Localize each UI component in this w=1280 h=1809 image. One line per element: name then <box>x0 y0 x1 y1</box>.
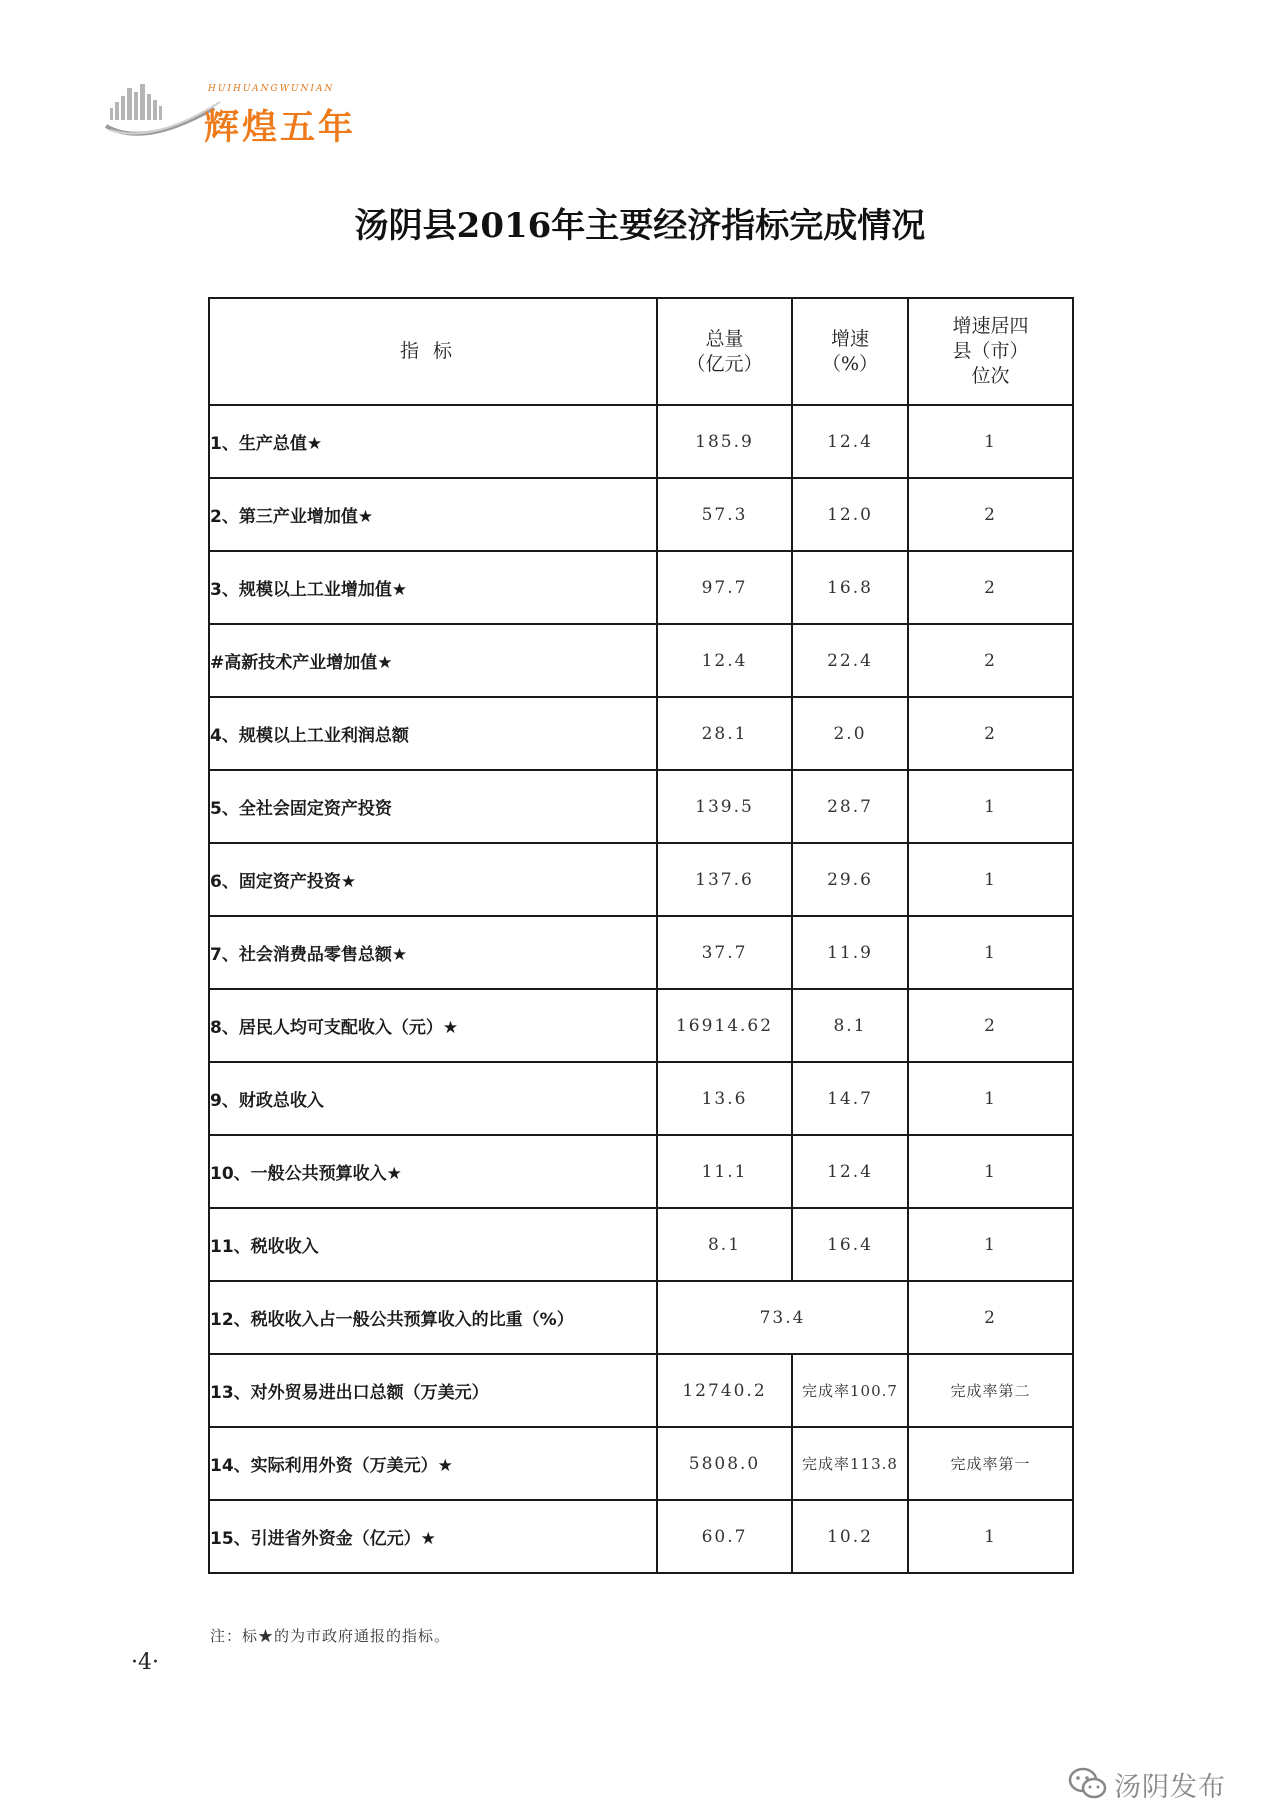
table-row <box>209 624 1073 697</box>
table-row <box>209 697 1073 770</box>
rank-value: 1 <box>908 1062 1073 1135</box>
growth-value: 28.7 <box>792 770 908 843</box>
table-row <box>209 478 1073 551</box>
indicator-name: 3、规模以上工业增加值★ <box>209 551 657 624</box>
header-growth: 增速 （%） <box>792 298 908 405</box>
table-row <box>209 916 1073 989</box>
rank-value: 2 <box>908 1281 1073 1354</box>
table-header-row <box>209 298 1073 405</box>
indicator-name: 2、第三产业增加值★ <box>209 478 657 551</box>
table-row <box>209 1500 1073 1573</box>
table-row <box>209 1135 1073 1208</box>
rank-value: 完成率第二 <box>908 1354 1073 1427</box>
total-value: 11.1 <box>657 1135 792 1208</box>
indicator-name: 8、居民人均可支配收入（元）★ <box>209 989 657 1062</box>
page-number: ·4· <box>131 1650 159 1675</box>
growth-value: 11.9 <box>792 916 908 989</box>
indicator-name: 4、规模以上工业利润总额 <box>209 697 657 770</box>
table-row <box>209 1208 1073 1281</box>
total-value: 37.7 <box>657 916 792 989</box>
rank-value: 2 <box>908 697 1073 770</box>
total-value: 5808.0 <box>657 1427 792 1500</box>
wechat-icon <box>1068 1767 1108 1801</box>
merged-value: 73.4 <box>657 1281 908 1354</box>
growth-value: 2.0 <box>792 697 908 770</box>
rank-value: 1 <box>908 1208 1073 1281</box>
growth-value: 完成率113.8 <box>792 1427 908 1500</box>
logo-pinyin: HUIHUANGWUNIAN <box>208 84 335 94</box>
header-total: 总量 （亿元） <box>657 298 792 405</box>
indicator-name: 13、对外贸易进出口总额（万美元） <box>209 1354 657 1427</box>
rank-value: 1 <box>908 1500 1073 1573</box>
indicator-name: 14、实际利用外资（万美元）★ <box>209 1427 657 1500</box>
table-row <box>209 1354 1073 1427</box>
growth-value: 12.4 <box>792 405 908 478</box>
rank-value: 1 <box>908 1135 1073 1208</box>
growth-value: 22.4 <box>792 624 908 697</box>
header-indicator: 指标 <box>209 298 657 405</box>
logo-title: 辉煌五年 <box>204 108 357 148</box>
indicator-name: 7、社会消费品零售总额★ <box>209 916 657 989</box>
growth-value: 14.7 <box>792 1062 908 1135</box>
watermark-text: 汤阴发布 <box>1114 1772 1226 1803</box>
rank-value: 1 <box>908 916 1073 989</box>
table-row <box>209 1427 1073 1500</box>
footnote: 注：标★的为市政府通报的指标。 <box>210 1627 451 1645</box>
indicator-name: 6、固定资产投资★ <box>209 843 657 916</box>
table-row <box>209 989 1073 1062</box>
rank-value: 2 <box>908 624 1073 697</box>
table-row <box>209 1062 1073 1135</box>
total-value: 139.5 <box>657 770 792 843</box>
rank-value: 1 <box>908 405 1073 478</box>
total-value: 16914.62 <box>657 989 792 1062</box>
total-value: 60.7 <box>657 1500 792 1573</box>
growth-value: 12.4 <box>792 1135 908 1208</box>
table-row <box>209 843 1073 916</box>
indicator-name: 1、生产总值★ <box>209 405 657 478</box>
total-value: 12.4 <box>657 624 792 697</box>
table-row <box>209 1281 1073 1354</box>
indicator-name: #高新技术产业增加值★ <box>209 624 657 697</box>
growth-value: 16.4 <box>792 1208 908 1281</box>
growth-value: 29.6 <box>792 843 908 916</box>
document-title: 汤阴县2016年主要经济指标完成情况 <box>354 206 926 246</box>
growth-value: 16.8 <box>792 551 908 624</box>
total-value: 57.3 <box>657 478 792 551</box>
rank-value: 1 <box>908 770 1073 843</box>
rank-value: 2 <box>908 478 1073 551</box>
brand-logo <box>104 78 404 158</box>
indicator-name: 12、税收收入占一般公共预算收入的比重（%） <box>209 1281 657 1354</box>
total-value: 97.7 <box>657 551 792 624</box>
growth-value: 10.2 <box>792 1500 908 1573</box>
growth-value: 完成率100.7 <box>792 1354 908 1427</box>
table-row <box>209 551 1073 624</box>
total-value: 185.9 <box>657 405 792 478</box>
indicator-name: 10、一般公共预算收入★ <box>209 1135 657 1208</box>
growth-value: 12.0 <box>792 478 908 551</box>
rank-value: 完成率第一 <box>908 1427 1073 1500</box>
indicator-name: 11、税收收入 <box>209 1208 657 1281</box>
rank-value: 2 <box>908 551 1073 624</box>
table-row <box>209 405 1073 478</box>
rank-value: 1 <box>908 843 1073 916</box>
total-value: 8.1 <box>657 1208 792 1281</box>
total-value: 137.6 <box>657 843 792 916</box>
economic-indicators-table <box>208 297 1074 1574</box>
growth-value: 8.1 <box>792 989 908 1062</box>
indicator-name: 5、全社会固定资产投资 <box>209 770 657 843</box>
total-value: 12740.2 <box>657 1354 792 1427</box>
indicator-name: 15、引进省外资金（亿元）★ <box>209 1500 657 1573</box>
rank-value: 2 <box>908 989 1073 1062</box>
table-row <box>209 770 1073 843</box>
indicator-name: 9、财政总收入 <box>209 1062 657 1135</box>
total-value: 28.1 <box>657 697 792 770</box>
header-rank: 增速居四 县（市） 位次 <box>908 298 1073 405</box>
table-body <box>209 405 1073 1573</box>
total-value: 13.6 <box>657 1062 792 1135</box>
